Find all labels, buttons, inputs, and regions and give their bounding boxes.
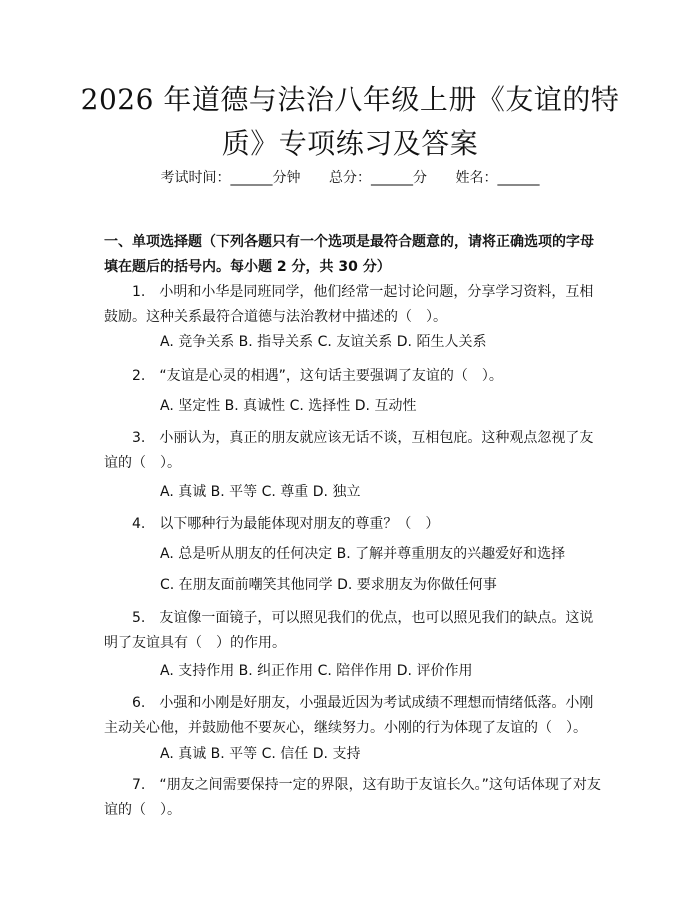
question-4: 4. 以下哪种行为最能体现对朋友的尊重？（ ） xyxy=(132,516,440,532)
student-name-field: 姓名：______ xyxy=(455,170,540,186)
section-heading: 一、单项选择题（下列各题只有一个选项是最符合题意的，请将正确选项的字母填在题后的括号内。每小题 2 分，共 30 分） xyxy=(104,234,594,275)
question-4-options-ab: A. 总是听从朋友的任何决定 B. 了解并尊重朋友的兴趣爱好和选择 xyxy=(160,546,566,562)
question-7: 7. “朋友之间需要保持一定的界限，这有助于友谊长久。”这句话体现了对友谊的（ ）。 xyxy=(104,777,601,818)
page-title: 2026 年道德与法治八年级上册《友谊的特质》专项练习及答案 xyxy=(80,83,620,160)
question-5: 5. 友谊像一面镜子，可以照见我们的优点，也可以照见我们的缺点。这说明了友谊具有（ ）的作用。 xyxy=(104,610,594,651)
question-6-options: A. 真诚 B. 平等 C. 信任 D. 支持 xyxy=(160,746,361,762)
exam-meta xyxy=(0,168,700,188)
question-2-options: A. 坚定性 B. 真诚性 C. 选择性 D. 互动性 xyxy=(160,398,417,414)
question-3-options: A. 真诚 B. 平等 C. 尊重 D. 独立 xyxy=(160,484,361,500)
question-6: 6. 小强和小刚是好朋友，小强最近因为考试成绩不理想而情绪低落。小刚主动关心他，并鼓励他不要灰心，继续努力。小刚的行为体现了友谊的（ ）。 xyxy=(104,695,594,736)
question-1: 1. 小明和小华是同班同学，他们经常一起讨论问题，分享学习资料，互相鼓励。这种关系最符合道德与法治教材中描述的（ ）。 xyxy=(104,284,594,325)
question-4-options-cd: C. 在朋友面前嘲笑其他同学 D. 要求朋友为你做任何事 xyxy=(160,577,497,593)
question-3: 3. 小丽认为，真正的朋友就应该无话不谈，互相包庇。这种观点忽视了友谊的（ ）。 xyxy=(104,430,594,471)
question-1-options: A. 竞争关系 B. 指导关系 C. 友谊关系 D. 陌生人关系 xyxy=(160,334,487,350)
question-5-options: A. 支持作用 B. 纠正作用 C. 陪伴作用 D. 评价作用 xyxy=(160,663,473,679)
exam-time-field: 考试时间：______分钟 xyxy=(160,170,301,186)
total-score-field: 总分：______分 xyxy=(329,170,427,186)
question-2: 2. “友谊是心灵的相遇”，这句话主要强调了友谊的（ ）。 xyxy=(132,368,503,384)
